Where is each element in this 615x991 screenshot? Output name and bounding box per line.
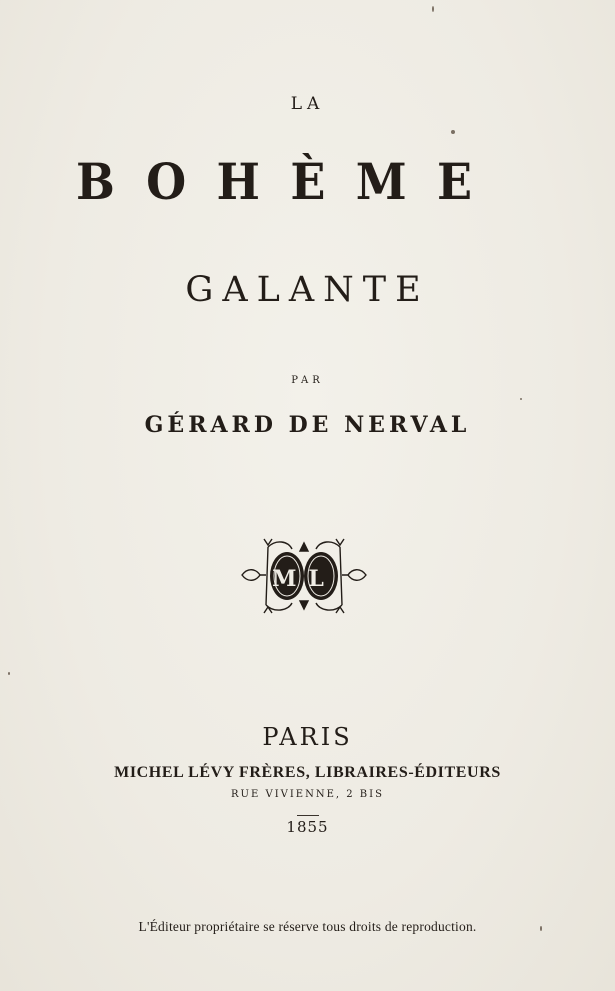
paper-speck — [451, 130, 455, 134]
author-name: GÉRARD DE NERVAL — [144, 412, 471, 438]
paper-speck — [8, 672, 10, 675]
book-subtitle: GALANTE — [185, 270, 430, 310]
publication-year: 1855 — [286, 818, 329, 836]
title-article: LA — [290, 94, 325, 114]
divider-rule — [297, 815, 319, 816]
paper-speck — [520, 398, 522, 400]
paper-speck — [540, 926, 542, 931]
emblem-letters: ML — [272, 566, 336, 592]
publisher-name: MICHEL LÉVY FRÈRES, LIBRAIRES-ÉDITEURS — [114, 764, 501, 781]
city: PARIS — [262, 723, 353, 751]
rights-notice: L'Éditeur propriétaire se réserve tous droits de reproduction. — [138, 919, 477, 934]
paper-speck — [432, 6, 434, 12]
publisher-address: RUE VIVIENNE, 2 BIS — [231, 789, 384, 800]
by-label: PAR — [291, 375, 324, 386]
book-title: BOHÈME — [76, 152, 503, 211]
